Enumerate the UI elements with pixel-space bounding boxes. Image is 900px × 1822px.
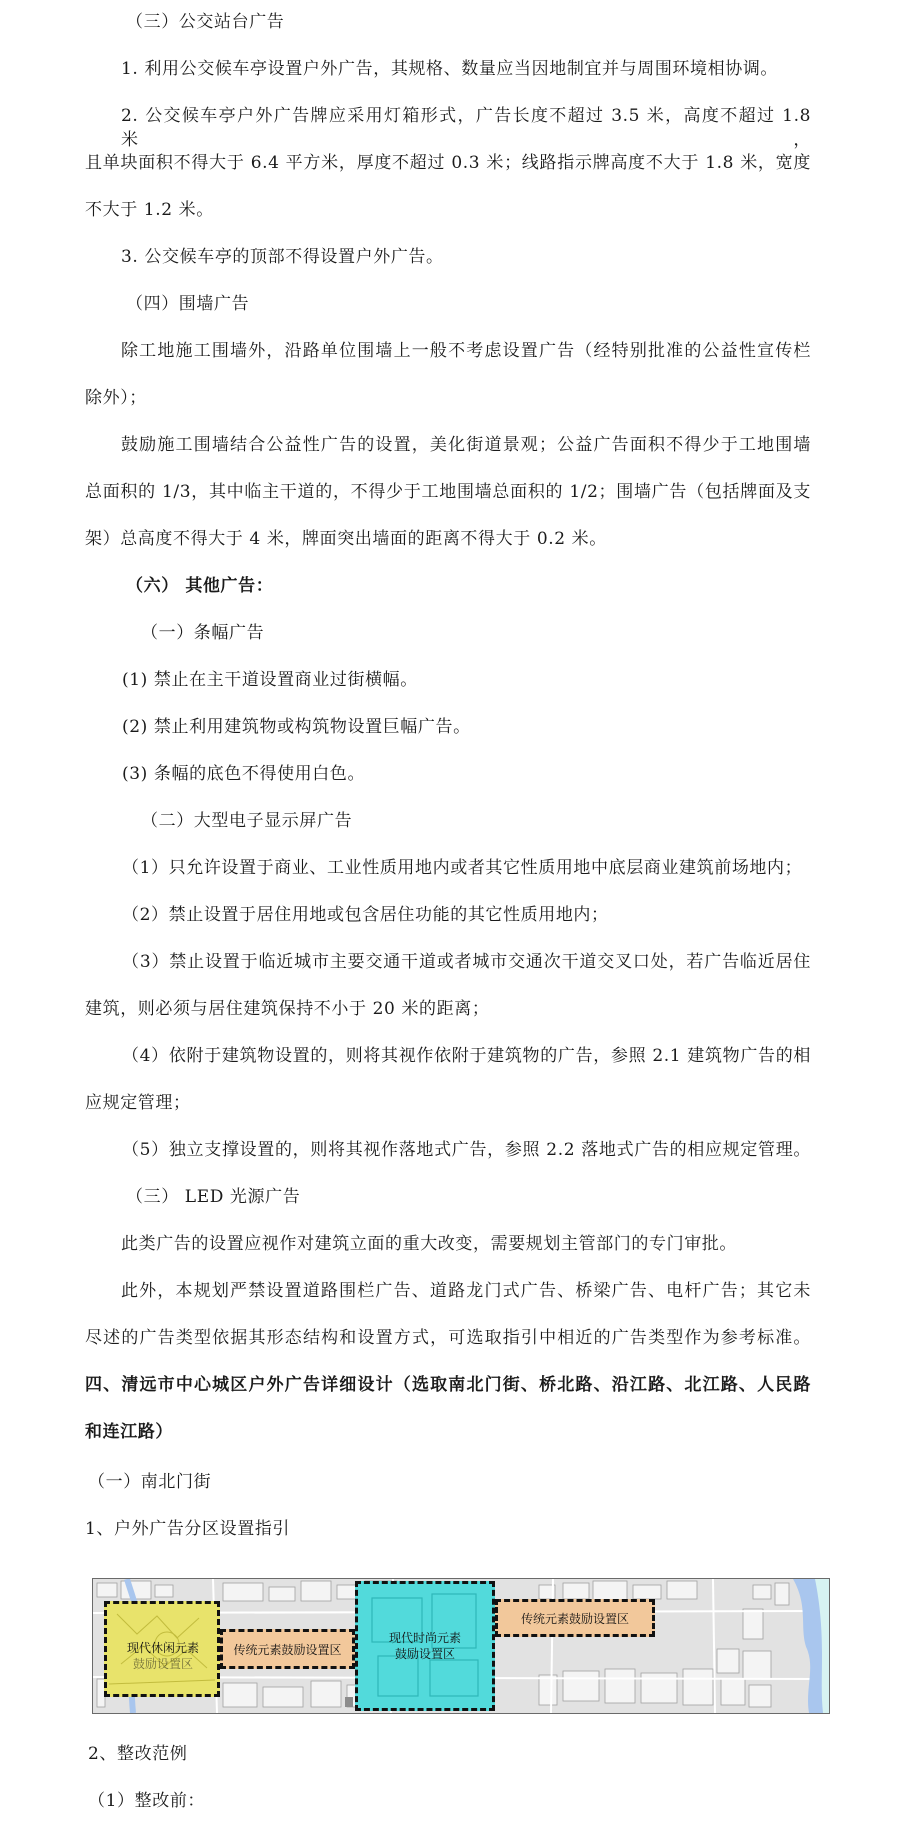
section-heading-led-light: （三） LED 光源广告 <box>126 1187 301 1207</box>
zone-traditional-1 <box>220 1629 355 1669</box>
paragraph-line: 此类广告的设置应视作对建筑立面的重大改变，需要规划主管部门的专门审批。 <box>121 1234 737 1254</box>
list-item: （2）禁止设置于居住用地或包含居住功能的其它性质用地内； <box>122 905 609 925</box>
paragraph-line: 除外）； <box>85 388 147 408</box>
zone-label <box>358 1630 492 1662</box>
chapter-heading: 四、清远市中心城区户外广告详细设计（选取南北门街、桥北路、沿江路、北江路、人民路 <box>85 1375 811 1395</box>
zone-label-line: 鼓励设置区 <box>132 1657 193 1671</box>
zone-label-line: 现代时尚元素 <box>388 1631 461 1645</box>
zone-label-line: 现代休闲元素 <box>126 1641 199 1655</box>
paragraph-line: 应规定管理； <box>85 1093 191 1113</box>
list-item: （4）依附于建筑物设置的，则将其视作依附于建筑物的广告，参照 2.1 建筑物广告的相 <box>122 1046 811 1066</box>
paragraph-line: 架）总高度不得大于 4 米，牌面突出墙面的距离不得大于 0.2 米。 <box>85 529 607 549</box>
paragraph-line: 建筑，则必须与居住建筑保持不小于 20 米的距离； <box>85 999 490 1019</box>
section-heading-banner: （一）条幅广告 <box>141 623 265 643</box>
zone-label: 传统元素鼓励设置区 <box>520 1612 629 1626</box>
paragraph-line: 鼓励施工围墙结合公益性广告的设置，美化街道景观；公益广告面积不得少于工地围墙 <box>121 435 811 455</box>
subsection-heading: （一）南北门街 <box>88 1472 212 1492</box>
paragraph-line: 且单块面积不得大于 6.4 平方米，厚度不超过 0.3 米；线路指示牌高度不大于 1.8 米，宽度 <box>85 153 811 173</box>
zone-label: 传统元素鼓励设置区 <box>233 1643 342 1657</box>
list-item: （5）独立支撑设置的，则将其视作落地式广告，参照 2.2 落地式广告的相应规定管理。 <box>122 1140 811 1160</box>
zone-modern-leisure <box>104 1601 220 1697</box>
subsection-heading: 1、户外广告分区设置指引 <box>85 1519 291 1539</box>
zone-modern-fashion <box>355 1581 495 1711</box>
chapter-heading-continued: 和连江路） <box>85 1422 173 1442</box>
zone-traditional-2 <box>495 1599 655 1637</box>
list-item: (2) 禁止利用建筑物或构筑物设置巨幅广告。 <box>122 717 471 737</box>
paragraph-line: 1. 利用公交候车亭设置户外广告，其规格、数量应当因地制宜并与周围环境相协调。 <box>121 59 779 79</box>
section-heading-led-screen: （二）大型电子显示屏广告 <box>141 811 353 831</box>
paragraph-line: 尽述的广告类型依据其形态结构和设置方式，可选取指引中相近的广告类型作为参考标准。 <box>85 1328 811 1348</box>
section-heading-bus-stop: （三）公交站台广告 <box>126 12 285 32</box>
list-item: (1) 禁止在主干道设置商业过街横幅。 <box>122 670 418 690</box>
zoning-map <box>92 1578 830 1714</box>
paragraph-line: 不大于 1.2 米。 <box>85 200 214 220</box>
section-heading-other-ads: （六） 其他广告： <box>126 576 274 596</box>
paragraph-line: 2. 公交候车亭户外广告牌应采用灯箱形式，广告长度不超过 3.5 米，高度不超过 1.8 米， <box>121 106 811 150</box>
zone-label-line: 鼓励设置区 <box>394 1647 455 1661</box>
paragraph-line: 此外，本规划严禁设置道路围栏广告、道路龙门式广告、桥梁广告、电杆广告；其它未 <box>121 1281 811 1301</box>
subsection-heading: 2、整改范例 <box>88 1744 188 1764</box>
subsection-heading: （1）整改前： <box>88 1791 206 1811</box>
section-heading-wall: （四）围墙广告 <box>126 294 250 314</box>
paragraph-line: 3. 公交候车亭的顶部不得设置户外广告。 <box>121 247 444 267</box>
paragraph-line: 总面积的 1/3，其中临主干道的，不得少于工地围墙总面积的 1/2；围墙广告（包括牌面及支 <box>85 482 811 502</box>
list-item: （3）禁止设置于临近城市主要交通干道或者城市交通次干道交叉口处，若广告临近居住 <box>122 952 811 972</box>
list-item: （1）只允许设置于商业、工业性质用地内或者其它性质用地中底层商业建筑前场地内； <box>122 858 803 878</box>
list-item: (3) 条幅的底色不得使用白色。 <box>122 764 366 784</box>
zone-label <box>111 1640 215 1672</box>
paragraph-line: 除工地施工围墙外，沿路单位围墙上一般不考虑设置广告（经特别批准的公益性宣传栏 <box>121 341 811 361</box>
